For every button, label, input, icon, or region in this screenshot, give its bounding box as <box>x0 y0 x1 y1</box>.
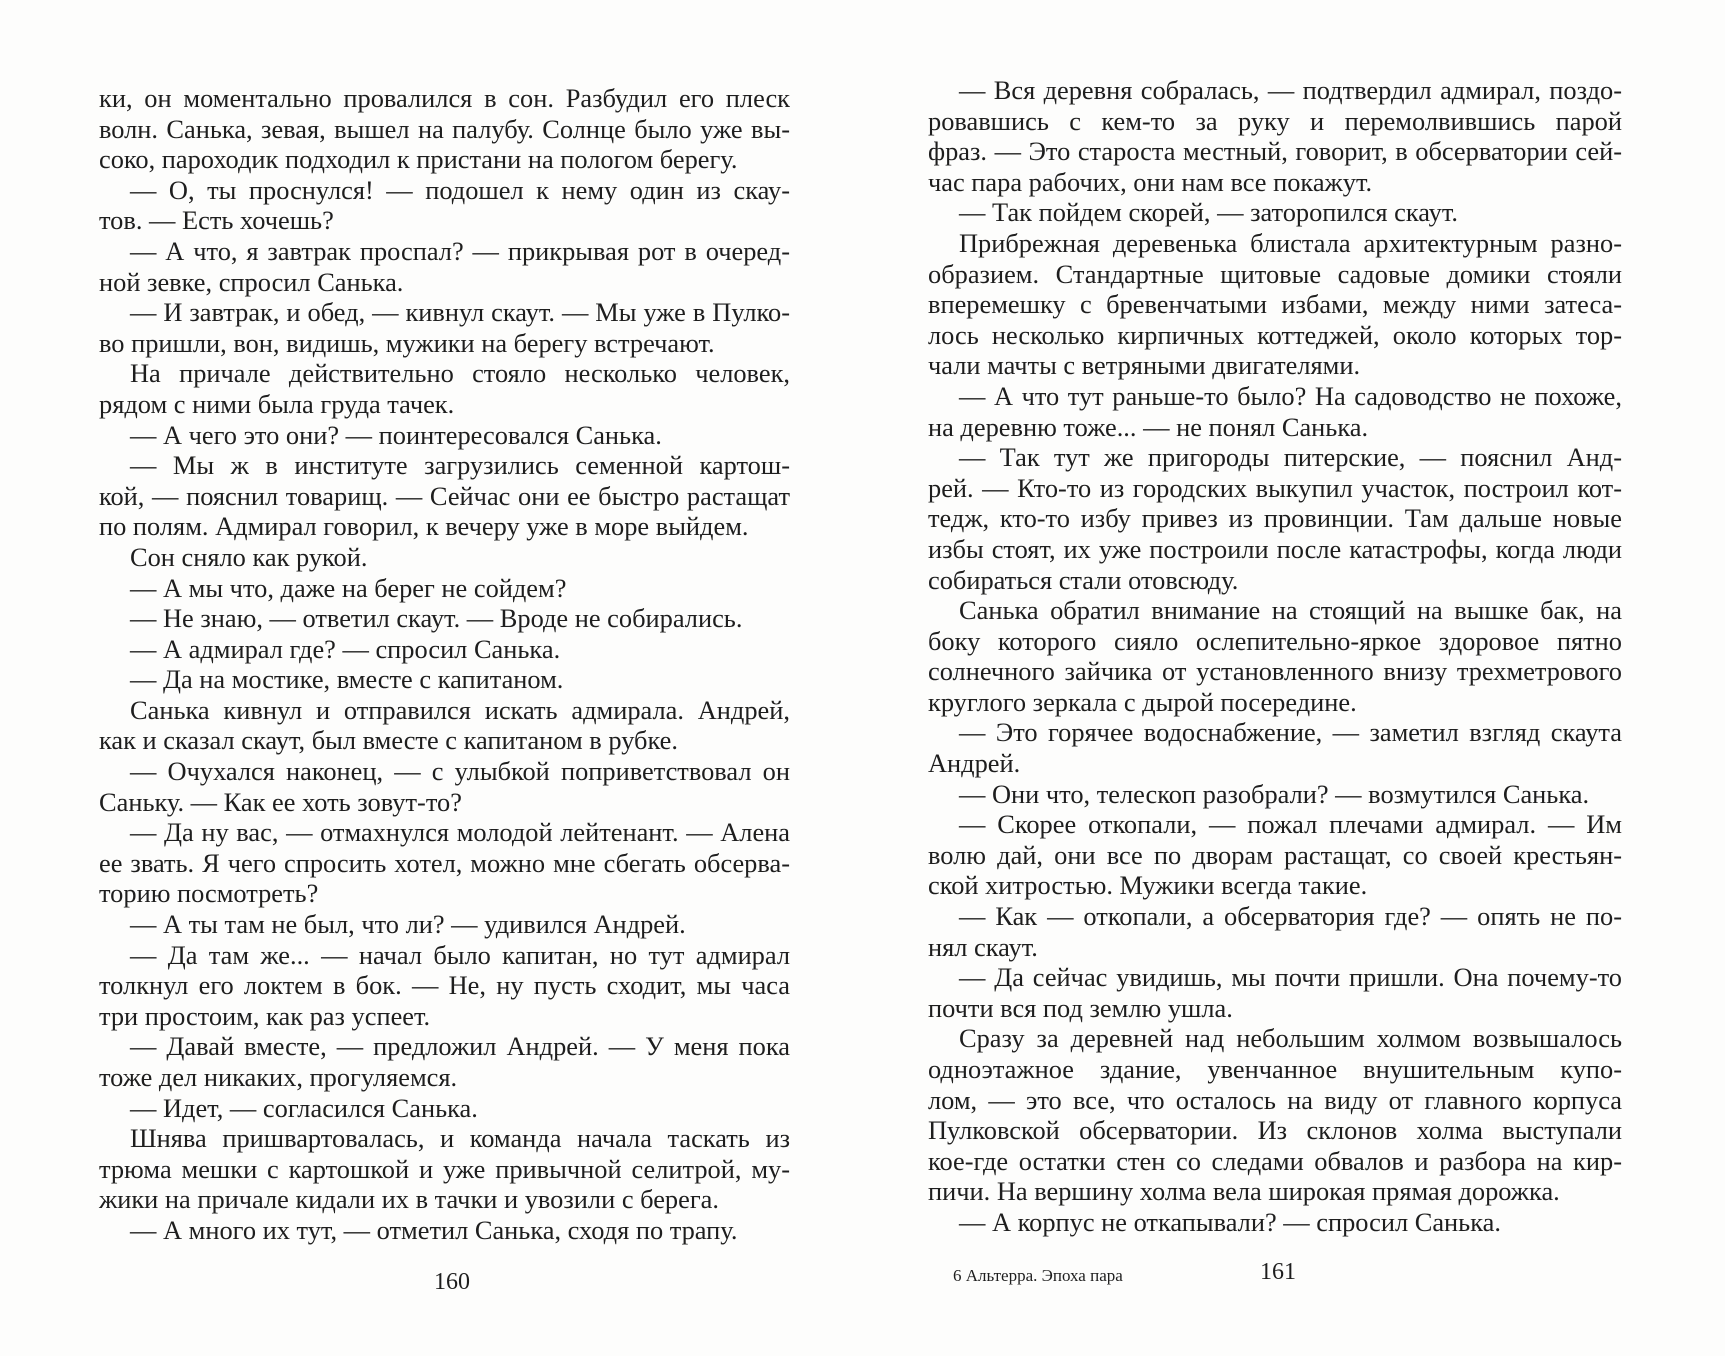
text-line: толкнул его локтем в бок. — Не, ну пусть сходит, мы часа <box>99 970 790 1001</box>
left-page <box>0 0 862 1356</box>
text-line: три простоим, как раз успеет. <box>99 1000 431 1031</box>
text-line: — Это горячее водоснабжение, — заметил взгляд скаута <box>959 717 1622 748</box>
text-line: Сон сняло как рукой. <box>130 541 368 572</box>
text-line: избы стоят, их уже построили после катастрофы, когда люди <box>928 533 1622 564</box>
text-line: почти вся под землю ушла. <box>928 992 1233 1023</box>
text-line: Сразу за деревней над небольшим холмом возвышалось <box>959 1023 1622 1054</box>
text-line: рядом с ними была груда тачек. <box>99 388 455 419</box>
text-line: — А адмирал где? — спросил Санька. <box>130 633 561 664</box>
text-line: — Они что, телескоп разобрали? — возмутился Санька. <box>959 778 1590 809</box>
text-line: образием. Стандартные щитовые садовые домики стояли <box>928 258 1622 289</box>
text-line: — О, ты проснулся! — подошел к нему один из скау- <box>130 174 790 205</box>
text-line: на деревню тоже... — не понял Санька. <box>928 411 1369 442</box>
text-line: во пришли, вон, видишь, мужики на берегу встречают. <box>99 327 715 358</box>
text-line: Санька кивнул и отправился искать адмирала. Андрей, <box>130 694 790 725</box>
text-line: собираться стали отовсюду. <box>928 564 1239 595</box>
text-line: жики на причале кидали их в тачки и увозили с берега. <box>99 1184 719 1215</box>
text-line: солнечного зайчика от установленного внизу трехметрового <box>928 656 1622 687</box>
text-line: тедж, кто-то избу привез из провинции. Там дальше новые <box>928 503 1622 534</box>
text-line: — Идет, — согласился Санька. <box>130 1092 478 1123</box>
text-line: На причале действительно стояло несколько человек, <box>130 358 790 389</box>
text-line: торию посмотреть? <box>99 878 319 909</box>
text-line: пичи. На вершину холма вела широкая прямая дорожка. <box>928 1176 1560 1207</box>
text-line: — А мы что, даже на берег не сойдем? <box>130 572 567 603</box>
text-line: тов. — Есть хочешь? <box>99 205 334 236</box>
text-line: боку которого сияло ослепительно-яркое здоровое пятно <box>928 625 1622 656</box>
text-line: как и сказал скаут, был вместе с капитаном в рубке. <box>99 725 678 756</box>
text-line: — Мы ж в институте загрузились семенной картош- <box>130 450 790 481</box>
right-page-number: 161 <box>1260 1259 1296 1285</box>
text-line: — Вся деревня собралась, — подтвердил адмирал, поздо- <box>959 75 1622 105</box>
text-line: — Скорее откопали, — пожал плечами адмирал. — Им <box>959 809 1622 840</box>
text-line: одноэтажное здание, увенчанное внушительным купо- <box>928 1054 1622 1084</box>
text-line: ной зевке, спросил Санька. <box>99 266 404 297</box>
signature-mark: 6 Альтерра. Эпоха пара <box>953 1266 1123 1285</box>
text-line: — Давай вместе, — предложил Андрей. — У меня пока <box>130 1031 790 1062</box>
text-line: волн. Санька, зевая, вышел на палубу. Солнце было уже вы- <box>99 113 790 144</box>
text-line: — А ты там не был, что ли? — удивился Андрей. <box>130 909 686 940</box>
text-line: час пара рабочих, они нам все покажут. <box>928 166 1373 197</box>
text-line: Андрей. <box>928 748 1021 779</box>
text-line: — Как — откопали, а обсерватория где? — опять не по- <box>959 901 1622 932</box>
text-line: — А много их тут, — отметил Санька, сходя по трапу. <box>130 1214 738 1245</box>
text-line: соко, пароходик подходил к пристани на пологом берегу. <box>99 144 738 175</box>
text-line: — А чего это они? — поинтересовался Санька. <box>130 419 662 450</box>
text-line: ки, он моментально провалился в сон. Разбудил его плеск <box>99 83 790 113</box>
text-line: рей. — Кто-то из городских выкупил участок, построил кот- <box>928 472 1622 503</box>
text-line: нял скаут. <box>928 931 1038 962</box>
text-line: — А что тут раньше-то было? На садоводство не похоже, <box>959 380 1622 411</box>
text-line: — Так тут же пригороды питерские, — пояснил Анд- <box>959 442 1622 473</box>
text-line: трюма мешки с картошкой и уже привычной селитрой, му- <box>99 1153 790 1184</box>
text-line: тоже дел никаких, прогуляемся. <box>99 1062 458 1092</box>
text-line: по полям. Адмирал говорил, к вечеру уже в море выйдем. <box>99 511 749 542</box>
text-line: — Да сейчас увидишь, мы почти пришли. Она почему-то <box>959 962 1622 993</box>
text-line: лось несколько кирпичных коттеджей, около которых тор- <box>928 319 1622 350</box>
text-line: — И завтрак, и обед, — кивнул скаут. — Мы уже в Пулко- <box>130 297 790 328</box>
text-line: Саньку. — Как ее хоть зовут-то? <box>99 786 462 817</box>
text-line: — Не знаю, — ответил скаут. — Вроде не собирались. <box>130 603 743 634</box>
text-line: — Да там же... — начал было капитан, но тут адмирал <box>130 939 790 970</box>
text-line: круглого зеркала с дырой посередине. <box>928 686 1357 717</box>
text-line: фраз. — Это староста местный, говорит, в обсерватории сей- <box>928 136 1622 167</box>
text-line: — Да на мостике, вместе с капитаном. <box>130 664 564 695</box>
text-line: — Да ну вас, — отмахнулся молодой лейтенант. — Алена <box>130 817 790 848</box>
text-line: вперемешку с бревенчатыми избами, между ними затеса- <box>928 289 1622 320</box>
text-line: Санька обратил внимание на стоящий на вышке бак, на <box>959 595 1622 626</box>
text-line: Пулковской обсерватории. Из склонов холма выступали <box>928 1115 1622 1146</box>
text-line: ровавшись с кем-то за руку и перемолвившись парой <box>928 105 1622 136</box>
right-page-text <box>928 75 1622 1238</box>
text-line: чали мачты с ветряными двигателями. <box>928 350 1361 381</box>
text-line: ской хитростью. Мужики всегда такие. <box>928 870 1368 901</box>
text-line: — А корпус не откапывали? — спросил Санька. <box>959 1206 1501 1237</box>
left-page-number: 160 <box>434 1269 470 1295</box>
text-line: Прибрежная деревенька блистала архитектурным разно- <box>959 227 1622 258</box>
text-line: ее звать. Я чего спросить хотел, можно мне сбегать обсерва- <box>99 847 790 878</box>
text-line: кой, — пояснил товарищ. — Сейчас они ее быстро растащат <box>99 480 790 511</box>
text-line: кое-где остатки стен со следами обвалов и разбора на кир- <box>928 1145 1622 1176</box>
text-line: лом, — это все, что осталось на виду от главного корпуса <box>928 1084 1622 1115</box>
left-page-text <box>99 83 790 1246</box>
text-line: — А что, я завтрак проспал? — прикрывая рот в очеред- <box>130 235 790 266</box>
text-line: волю дай, они все по дворам растащат, со своей крестьян- <box>928 839 1622 870</box>
text-line: — Так пойдем скорей, — заторопился скаут. <box>959 197 1459 228</box>
text-line: — Очухался наконец, — с улыбкой поприветствовал он <box>130 756 790 787</box>
right-page <box>862 0 1725 1356</box>
text-line: Шнява пришвартовалась, и команда начала таскать из <box>130 1123 790 1154</box>
